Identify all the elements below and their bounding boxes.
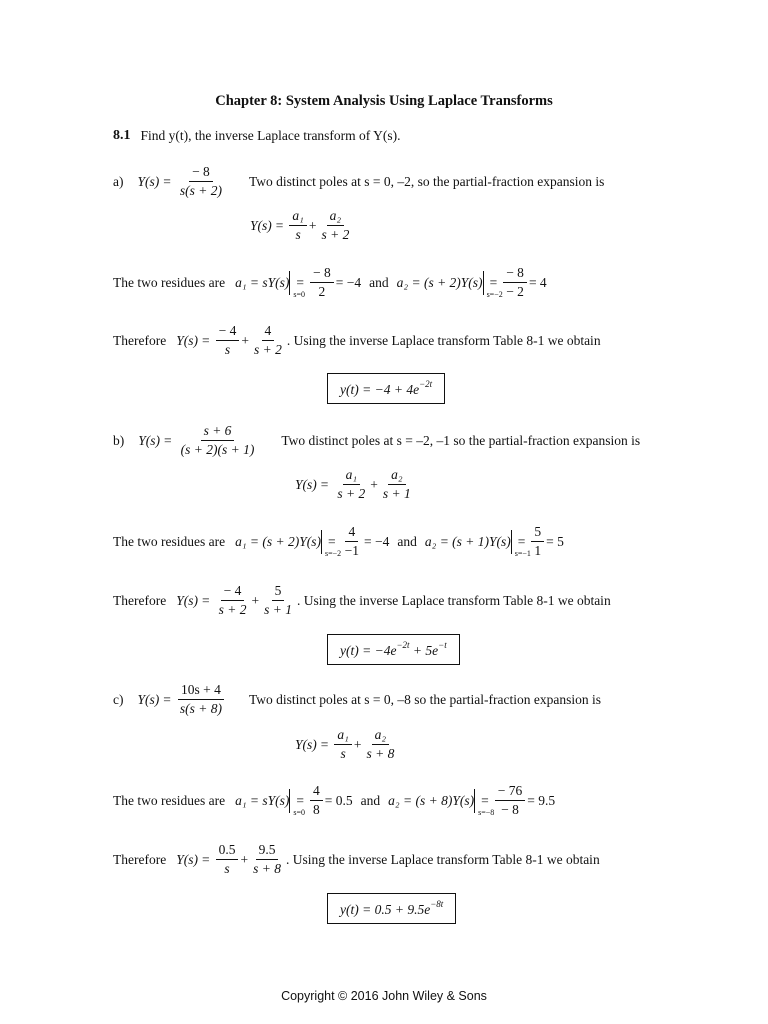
- part-c-result-box: $y(t) = 0.5 + 9.5e^{-8t}$: [327, 893, 456, 924]
- part-b-label: b): [113, 432, 125, 448]
- residues-text: The two residues are: [113, 274, 226, 290]
- part-a-poles-text: Two distinct poles at s = 0, –2, so the partial-fraction expansion is: [249, 173, 605, 189]
- part-c-expansion: Y(s) = $\frac{\text{a₁}}{s}$ + $\frac{\text{a₂}}{s + 8}$: [295, 727, 395, 762]
- part-a-definition: a) Y(s) = $\frac{- 8}{s(s + 2)}$ Two distinct poles at s = 0, –2, so the partial-fraction expansion is: [113, 164, 605, 199]
- part-a-expansion: Y(s) = $\frac{\text{a₁}}{s}$ + $\frac{\text{a₂}}{s + 2}$: [250, 208, 350, 243]
- part-c-therefore: Therefore Y(s) = $\frac{0.5}{s}$ + $\frac{9.5}{s + 8}$ . Using the inverse Laplace transform Table 8-1 we obtain: [113, 842, 600, 877]
- part-c-residues: The two residues are a₁ = sY(s) s=0 = $\frac{4}{8}$ = 0.5 and a₂ = (s + 8)Y(s) s=−8 = $\frac{- 76}{- 8}$ = 9.5: [113, 783, 556, 818]
- part-c-definition: c) Y(s) = $\frac{10s + 4}{s(s + 8)}$ Two distinct poles at s = 0, –8 so the partial-fraction expansion is: [113, 682, 601, 717]
- part-b-expansion: Y(s) = $\frac{\text{a₁}}{s + 2}$ + $\frac{\text{a₂}}{s + 1}$: [295, 467, 411, 502]
- y-of-s: Y(s): [137, 173, 160, 189]
- part-b-transfer-fraction: $\frac{s + 6}{(s + 2)(s + 1)}$: [180, 423, 255, 458]
- part-a-residues: The two residues are a₁ = sY(s) s=0 = $\frac{- 8}{2}$ = −4 and a₂ = (s + 2)Y(s) s=−2 = $\frac{- 8}{- 2}$ = 4: [113, 265, 547, 300]
- part-c-transfer-fraction: $\frac{10s + 4}{s(s + 8)}$: [179, 682, 222, 717]
- part-c-poles-text: Two distinct poles at s = 0, –8 so the partial-fraction expansion is: [249, 691, 601, 707]
- page-title: Chapter 8: System Analysis Using Laplace Transforms: [215, 93, 553, 109]
- part-b-therefore: Therefore Y(s) = $\frac{- 4}{s + 2}$ + $\frac{5}{s + 1}$ . Using the inverse Laplace transform Table 8-1 we obtain: [113, 583, 611, 618]
- part-b-definition: b) Y(s) = $\frac{s + 6}{(s + 2)(s + 1)}$ Two distinct poles at s = –2, –1 so the partial-fraction expansion is: [113, 423, 641, 458]
- copyright-footer: Copyright © 2016 John Wiley & Sons: [281, 989, 487, 1003]
- part-b-residues: The two residues are a₁ = (s + 2)Y(s) s=−2 = $\frac{4}{-1}$ = −4 and a₂ = (s + 1)Y(s) s=−1 = $\frac{5}{1}$ = 5: [113, 524, 564, 559]
- part-b-result-box: $y(t) = -4e^{-2t} + 5e^{-t}$: [327, 634, 460, 665]
- problem-statement: [113, 128, 401, 144]
- part-c-label: c): [113, 691, 124, 707]
- part-a-transfer-fraction: $\frac{- 8}{s(s + 2)}$: [179, 164, 222, 199]
- problem-number: 8.1: [113, 128, 131, 143]
- part-a-label: a): [113, 173, 124, 189]
- part-a-therefore: Therefore Y(s) = $\frac{- 4}{s}$ + $\frac{4}{s + 2}$ . Using the inverse Laplace transform Table 8-1 we obtain: [113, 323, 601, 358]
- part-a-result-box: $y(t) = -4 + 4e^{-2t}$: [327, 373, 445, 404]
- part-b-poles-text: Two distinct poles at s = –2, –1 so the partial-fraction expansion is: [281, 432, 641, 448]
- problem-text: Find y(t), the inverse Laplace transform of Y(s).: [140, 128, 401, 143]
